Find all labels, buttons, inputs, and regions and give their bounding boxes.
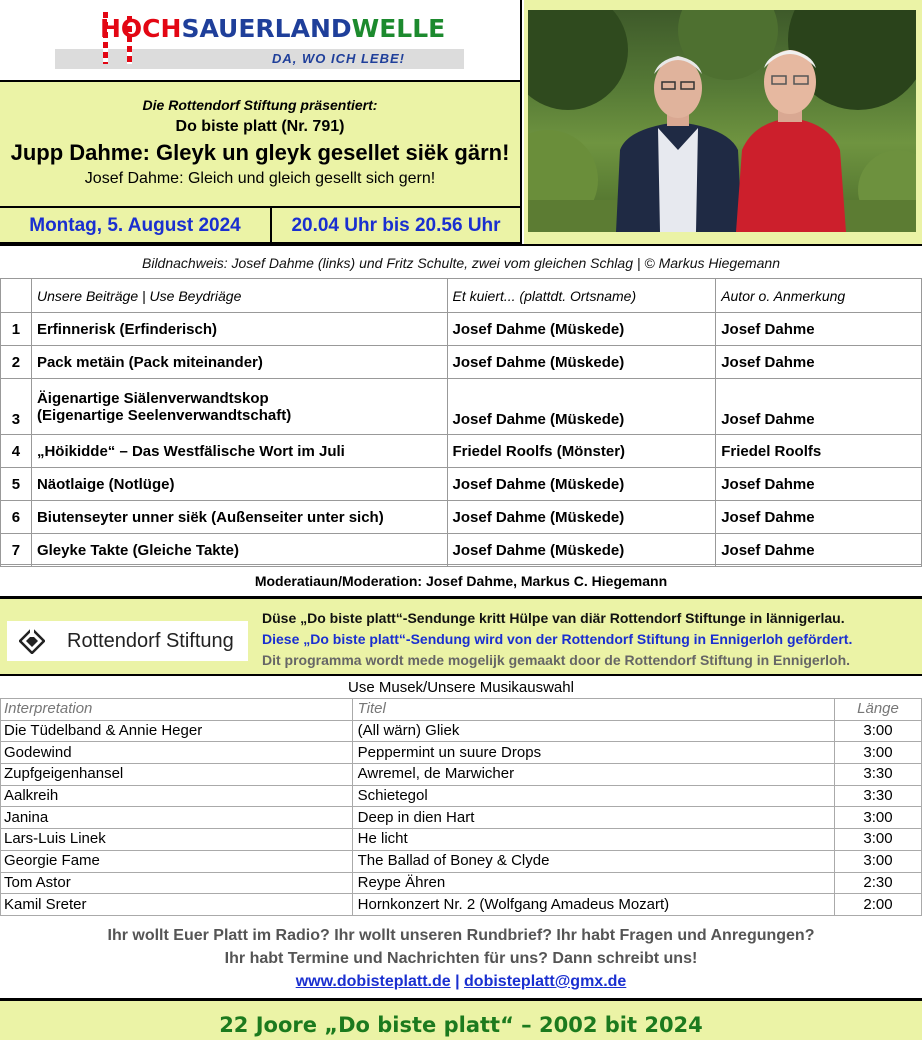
table-row (1, 534, 922, 567)
logo-word-stiftung: Stiftung (160, 630, 234, 652)
header-cell: Et kuiert... (plattdt. Ortsname) (447, 279, 716, 313)
broadcast-hours: 20.04 Uhr bis 20.56 Uhr (291, 215, 501, 236)
music-length: 3:00 (835, 850, 922, 872)
link-separator: | (450, 973, 465, 990)
contact-line-2: Ihr habt Termine und Nachrichten für uns? Dann schreibt uns! (224, 950, 698, 967)
music-title: The Ballad of Boney & Clyde (352, 850, 834, 872)
contributions-table (0, 278, 922, 567)
anniversary-banner: 22 Joore „Do biste platt“ – 2002 bit 2024 (0, 998, 922, 1040)
music-length: 3:30 (835, 785, 922, 807)
broadcast-date: Montag, 5. August 2024 (0, 208, 272, 244)
website-link[interactable]: www.dobisteplatt.de (295, 973, 451, 990)
contact-line-1: Ihr wollt Euer Platt im Radio? Ihr wollt unseren Rundbrief? Ihr habt Fragen und Anregungen? (107, 927, 815, 944)
music-title: Schietegol (352, 785, 834, 807)
contribution-title-line1: Äigenartige Siälenverwandtskop (36, 389, 269, 407)
rottendorf-logo (7, 621, 248, 661)
sponsor-text (262, 608, 912, 671)
sponsor-line-hd: Diese „Do biste platt“-Sendung wird von der Rottendorf Stiftung in Ennigerloh gefördert. (262, 631, 853, 647)
music-length: 3:30 (835, 764, 922, 786)
music-header-row (1, 699, 922, 721)
presenter-line: Die Rottendorf Stiftung präsentiert: (142, 97, 378, 113)
photo-frame (524, 0, 922, 244)
music-artist: Lars-Luis Linek (1, 829, 353, 851)
logo-wordmark (100, 14, 445, 43)
contribution-title: „Höikidde“ – Das Westfälische Wort im Juli (31, 435, 447, 468)
music-row (1, 785, 922, 807)
sponsor-line-platt: Düse „Do biste platt“-Sendunge kritt Hülpe van diär Rottendorf Stiftunge in lännigerlau. (262, 610, 845, 626)
rottendorf-wordmark (67, 630, 234, 653)
music-length: 3:00 (835, 742, 922, 764)
contribution-author: Josef Dahme (716, 501, 922, 534)
row-number: 3 (1, 379, 32, 435)
header-cell: Unsere Beiträge | Use Beydriäge (31, 279, 447, 313)
sponsor-banner (0, 596, 922, 676)
logo-part-hoch: HOCH (100, 14, 182, 43)
photo-credit: Bildnachweis: Josef Dahme (links) und Fritz Schulte, zwei vom gleichen Schlag | © Markus Hiegemann (0, 244, 922, 278)
row-number: 7 (1, 534, 32, 567)
logo-word-rottendorf: Rottendorf (67, 630, 161, 652)
music-artist: Zupfgeigenhansel (1, 764, 353, 786)
contribution-speaker: Josef Dahme (Müskede) (447, 501, 716, 534)
contribution-author: Friedel Roolfs (716, 435, 922, 468)
music-length: 3:00 (835, 720, 922, 742)
contribution-title-line2: (Eigenartige Seelenverwandtschaft) (36, 406, 292, 424)
music-artist: Kamil Sreter (1, 894, 353, 916)
music-artist: Janina (1, 807, 353, 829)
music-length: 2:00 (835, 894, 922, 916)
show-info (0, 82, 520, 206)
music-title: Deep in dien Hart (352, 807, 834, 829)
header-left (0, 0, 522, 244)
table-row (1, 313, 922, 346)
contribution-title: Pack metäin (Pack miteinander) (31, 346, 447, 379)
logo-part-welle: WELLE (351, 14, 446, 43)
contribution-title (31, 379, 447, 435)
sponsor-line-nl: Dit programma wordt mede mogelijk gemaakt door de Rottendorf Stiftung in Ennigerloh. (262, 652, 851, 668)
logo-part-sauerland: SAUERLAND (181, 14, 352, 43)
broadcast-time (0, 206, 520, 244)
contribution-author: Josef Dahme (716, 468, 922, 501)
contribution-speaker: Josef Dahme (Müskede) (447, 468, 716, 501)
show-name: Do biste platt (Nr. 791) (175, 118, 345, 135)
table-row (1, 435, 922, 468)
contribution-author: Josef Dahme (716, 534, 922, 567)
music-title: Peppermint un suure Drops (352, 742, 834, 764)
logo-slogan: DA, WO ICH LEBE! (272, 51, 405, 66)
station-logo (0, 0, 520, 82)
music-artist: Aalkreih (1, 785, 353, 807)
music-section-title: Use Musek/Unsere Musikauswahl (348, 679, 574, 696)
moderation-line: Moderatiaun/Moderation: Josef Dahme, Markus C. Hiegemann (0, 564, 922, 596)
music-length: 3:00 (835, 807, 922, 829)
contact-links (0, 970, 922, 993)
music-length: 2:30 (835, 872, 922, 894)
music-title: He licht (352, 829, 834, 851)
music-row (1, 872, 922, 894)
music-artist: Georgie Fame (1, 850, 353, 872)
music-artist: Die Tüdelband & Annie Heger (1, 720, 353, 742)
music-row (1, 764, 922, 786)
contribution-speaker: Josef Dahme (Müskede) (447, 313, 716, 346)
music-artist: Godewind (1, 742, 353, 764)
header-cell: Autor o. Anmerkung (716, 279, 922, 313)
contribution-speaker: Josef Dahme (Müskede) (447, 346, 716, 379)
episode-title-platt: Jupp Dahme: Gleyk un gleyk gesellet siëk gärn! (10, 140, 510, 165)
contribution-author: Josef Dahme (716, 379, 922, 435)
header (0, 0, 922, 244)
contact-section (0, 916, 922, 1000)
contribution-title: Näotlaige (Notlüge) (31, 468, 447, 501)
photo-illustration (528, 10, 916, 232)
music-title: Hornkonzert Nr. 2 (Wolfgang Amadeus Mozart) (352, 894, 834, 916)
header-cell (1, 279, 32, 313)
music-row (1, 894, 922, 916)
table-header-row (1, 279, 922, 313)
music-title: Awremel, de Marwicher (352, 764, 834, 786)
photo-two-men (528, 10, 916, 232)
contribution-title: Gleyke Takte (Gleiche Takte) (31, 534, 447, 567)
table-row (1, 468, 922, 501)
email-link[interactable]: dobisteplatt@gmx.de (464, 973, 627, 990)
header-cell: Titel (352, 699, 834, 721)
row-number: 1 (1, 313, 32, 346)
table-row (1, 346, 922, 379)
contribution-title: Erfinnerisk (Erfinderisch) (31, 313, 447, 346)
music-row (1, 850, 922, 872)
row-number: 6 (1, 501, 32, 534)
contribution-speaker: Josef Dahme (Müskede) (447, 534, 716, 567)
row-number: 4 (1, 435, 32, 468)
table-row (1, 379, 922, 435)
table-row (1, 501, 922, 534)
contribution-speaker: Friedel Roolfs (Mönster) (447, 435, 716, 468)
music-table (0, 698, 922, 916)
music-length: 3:00 (835, 829, 922, 851)
music-title: Reype Ähren (352, 872, 834, 894)
music-row (1, 742, 922, 764)
episode-title-hd: Josef Dahme: Gleich und gleich gesellt sich gern! (84, 170, 436, 187)
rottendorf-diamond-icon (19, 628, 45, 654)
header-cell: Interpretation (1, 699, 353, 721)
music-title: (All wärn) Gliek (352, 720, 834, 742)
header-cell: Länge (835, 699, 922, 721)
contribution-title: Biutenseyter unner siëk (Außenseiter unter sich) (31, 501, 447, 534)
music-row (1, 829, 922, 851)
music-artist: Tom Astor (1, 872, 353, 894)
row-number: 5 (1, 468, 32, 501)
contribution-author: Josef Dahme (716, 346, 922, 379)
contribution-speaker: Josef Dahme (Müskede) (447, 379, 716, 435)
row-number: 2 (1, 346, 32, 379)
contribution-author: Josef Dahme (716, 313, 922, 346)
music-row (1, 720, 922, 742)
music-row (1, 807, 922, 829)
